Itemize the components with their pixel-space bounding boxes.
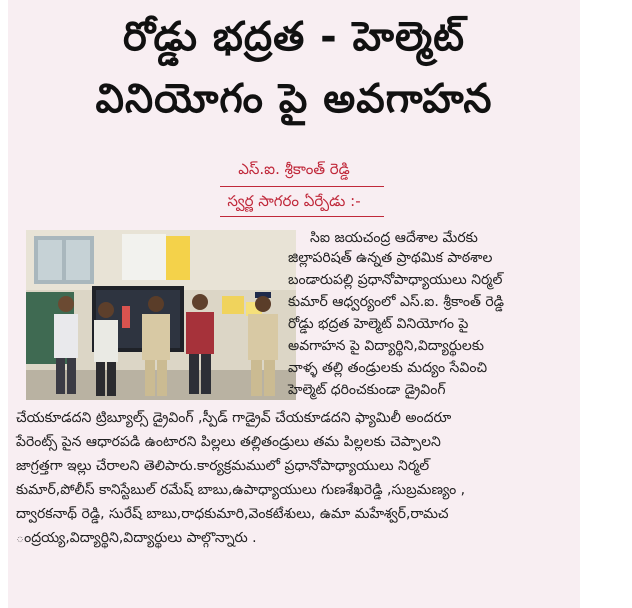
- article-line: కుమార్,పోలీస్ కానిస్టేబుల్ రమేష్ బాబు,ఉపాధ్యాయులు గుణశేఖరెడ్డి ,సుబ్రమణ్యం ,: [16, 482, 466, 498]
- article-line: పేరెంట్స్ పైన ఆధారపడి ఉంటారని పిల్లలు తల్లితండ్రులు తమ పిల్లలకు చెప్పాలని: [16, 434, 441, 450]
- headline-line-1: రోడ్డు భద్రత - హెల్మెట్: [122, 14, 466, 60]
- byline-divider: [220, 186, 384, 187]
- article-line: ద్వారకనాథ్ రెడ్డి, సురేష్ బాబు,రాధకుమారి,వెంకటేశులు, ఉమా మహేశ్వర్,రామచ: [16, 506, 449, 522]
- article-line: చేయకూడదని ట్రిబ్యూల్స్ డ్రైవింగ్ ,స్పీడ్ గాడ్రైవ్ చేయకూడదని ఫ్యామిలీ అందరూ: [16, 410, 452, 426]
- dateline: స్వర్ణ సాగరం ఏర్పేడు :-: [227, 192, 361, 210]
- headline-line-2: వినియోగం పై అవగాహన: [95, 76, 493, 122]
- article-line: జాగ్రత్తగా ఇల్లు చేరాలని తెలిపారు.కార్యక్రమములో ప్రధానోపాధ్యాయులు నిర్మల్: [16, 458, 430, 474]
- article-line: కుమార్ ఆధ్వర్యంలో ఎస్.ఐ. శ్రీకాంత్ రెడ్డి: [288, 294, 505, 310]
- article-line: వాళ్ళ తల్లి తండ్రులకు మద్యం సేవించి: [288, 360, 488, 376]
- article-photo: [26, 230, 296, 400]
- classroom-photo-illustration: [26, 230, 296, 400]
- article-line: బండారుపల్లి ప్రధానోపాధ్యాయులు నిర్మల్: [288, 272, 503, 288]
- article-line: ంద్రయ్య,విద్యార్థిని,విద్యార్థులు పాల్గొన్నారు .: [16, 530, 257, 546]
- dateline-divider: [220, 216, 384, 217]
- article-line: రోడ్డు భద్రత హెల్మెట్ వినియోగం పై: [288, 316, 469, 332]
- article-line: సిఐ జయచంద్ర ఆదేశాల మేరకు: [310, 230, 478, 246]
- reporter-byline: ఎస్.ఐ. శ్రీకాంత్ రెడ్డి: [238, 160, 350, 178]
- article-line: హెల్మెట్ ధరించకుండా డ్రైవింగ్: [288, 382, 446, 398]
- article-line: అవగాహన పై విద్యార్థిని,విద్యార్థులకు: [288, 338, 484, 354]
- article-line: జిల్లాపరిషత్ ఉన్నత ప్రాథమిక పాఠశాల: [288, 250, 493, 266]
- newspaper-clipping: [8, 0, 580, 608]
